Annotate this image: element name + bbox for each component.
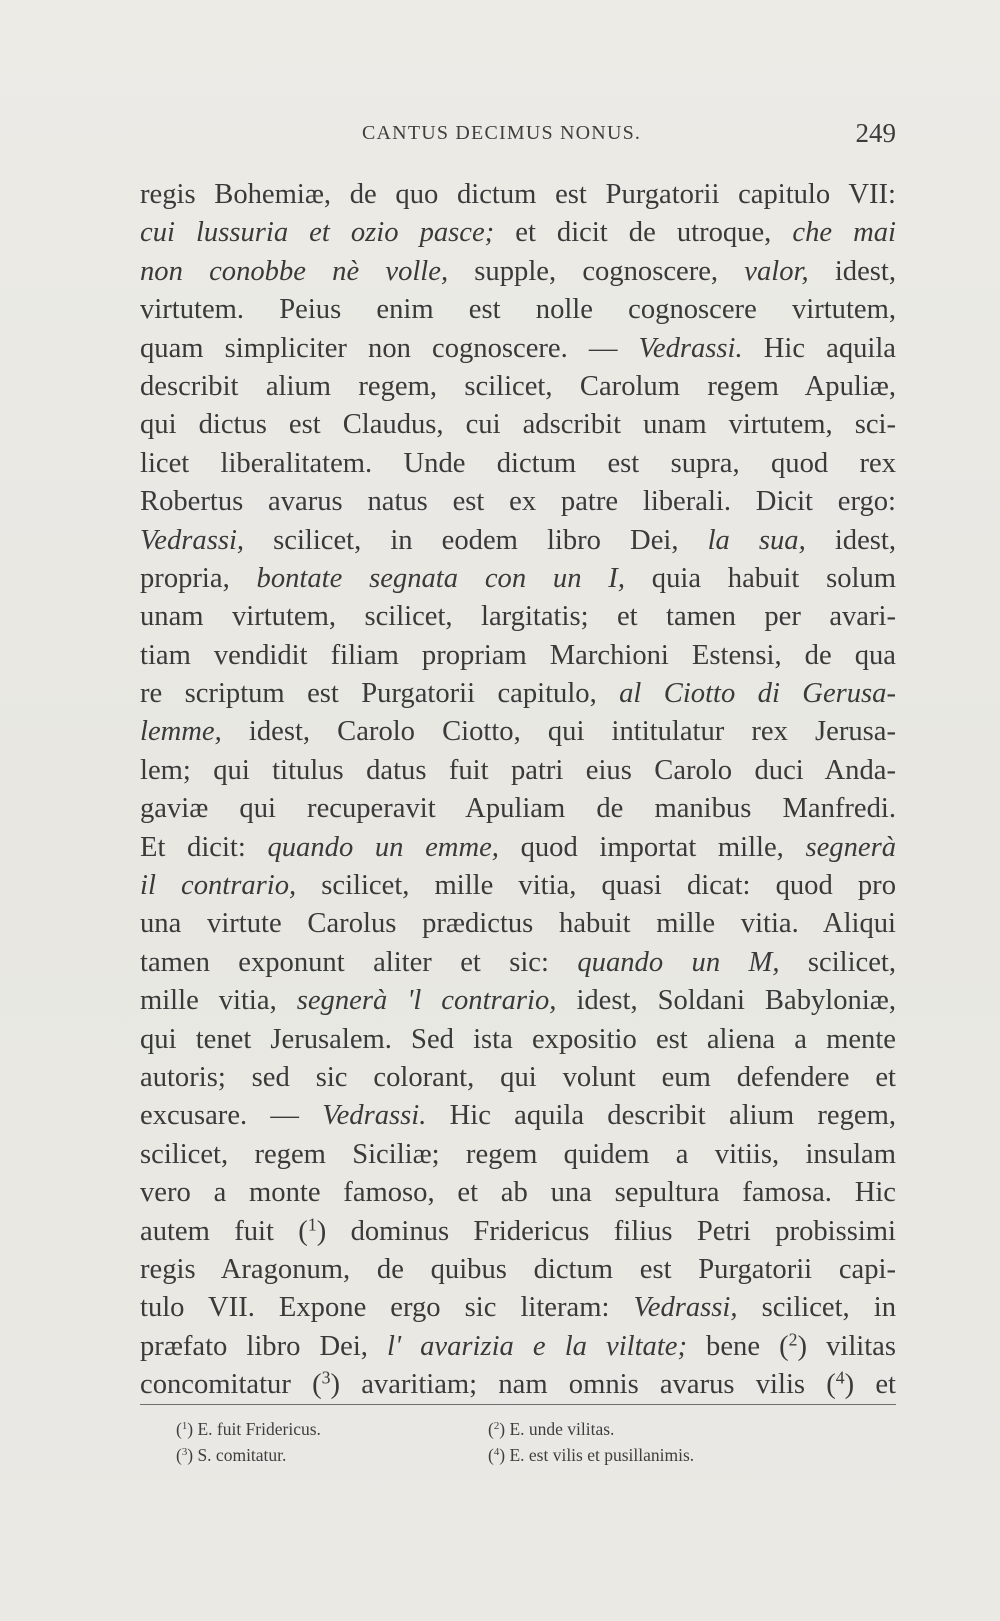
running-head: CANTUS DECIMUS NONUS.	[362, 122, 642, 144]
text-line: autoris; sed sic colorant, qui volunt eum defendere et	[140, 1061, 896, 1093]
text-line: lemme, idest, Carolo Ciotto, qui intitulatur rex Jerusa-	[140, 716, 896, 748]
text-line: una virtute Carolus prædictus habuit mille vitia. Aliqui	[140, 908, 896, 940]
text-line: Robertus avarus natus est ex patre liberali. Dicit ergo:	[140, 486, 896, 518]
footnote-1: ($^1$) E. fuit Fridericus.	[176, 1419, 321, 1439]
footnote-rule	[140, 1404, 896, 1405]
text-line: qui tenet Jerusalem. Sed ista expositio est aliena a mente	[140, 1023, 896, 1055]
text-line: præfato libro Dei, l' avarizia e la viltate; bene ($^2$) vilitas	[140, 1328, 896, 1362]
text-line: licet liberalitatem. Unde dictum est supra, quod rex	[140, 447, 896, 479]
footnote-2: ($^2$) E. unde vilitas.	[488, 1419, 615, 1439]
text-line: gaviæ qui recuperavit Apuliam de manibus Manfredi.	[140, 793, 896, 825]
text-line: Vedrassi, scilicet, in eodem libro Dei, la sua, idest,	[140, 524, 896, 556]
text-line: propria, bontate segnata con un I, quia habuit solum	[140, 562, 896, 594]
text-line: tiam vendidit filiam propriam Marchioni Estensi, de qua	[140, 639, 896, 671]
text-line: quam simpliciter non cognoscere. — Vedrassi. Hic aquila	[140, 332, 896, 364]
text-line: tamen exponunt aliter et sic: quando un M, scilicet,	[140, 946, 896, 978]
text-line: regis Bohemiæ, de quo dictum est Purgatorii capitulo VII:	[140, 179, 896, 210]
text-line: vero a monte famoso, et ab una sepultura famosa. Hic	[140, 1177, 896, 1209]
text-line: excusare. — Vedrassi. Hic aquila describit alium regem,	[140, 1100, 896, 1132]
text-line: qui dictus est Claudus, cui adscribit unam virtutem, sci-	[140, 409, 896, 441]
page-number: 249	[855, 118, 896, 148]
footnote-4: ($^4$) E. est vilis et pusillanimis.	[488, 1445, 695, 1465]
commentary-text	[140, 176, 896, 1405]
text-line: tulo VII. Expone ergo sic literam: Vedrassi, scilicet, in	[140, 1292, 896, 1324]
text-line: Et dicit: quando un emme, quod importat mille, segnerà	[140, 831, 896, 863]
text-line: describit alium regem, scilicet, Carolum regem Apuliæ,	[140, 370, 896, 402]
text-line: concomitatur ($^3$) avaritiam; nam omnis avarus vilis ($^4$) et	[140, 1367, 896, 1401]
page-header	[140, 118, 896, 156]
text-line: non conobbe nè volle, supple, cognoscere, valor, idest,	[140, 255, 896, 287]
text-line: scilicet, regem Siciliæ; regem quidem a vitiis, insulam	[140, 1138, 896, 1170]
text-line: il contrario, scilicet, mille vitia, quasi dicat: quod pro	[140, 870, 896, 902]
text-line: unam virtutem, scilicet, largitatis; et tamen per avari-	[140, 601, 896, 633]
text-line: regis Aragonum, de quibus dictum est Purgatorii capi-	[140, 1253, 896, 1285]
text-line: lem; qui titulus datus fuit patri eius Carolo duci Anda-	[140, 754, 896, 786]
text-line: autem fuit ($^1$) dominus Fridericus filius Petri probissimi	[140, 1213, 896, 1247]
text-line: virtutem. Peius enim est nolle cognoscere virtutem,	[140, 294, 896, 326]
text-line: re scriptum est Purgatorii capitulo, al Ciotto di Gerusa-	[140, 678, 896, 710]
text-line: mille vitia, segnerà 'l contrario, idest, Soldani Babyloniæ,	[140, 985, 896, 1017]
footnote-3: ($^3$) S. comitatur.	[176, 1445, 287, 1465]
text-line: cui lussuria et ozio pasce; et dicit de utroque, che mai	[140, 217, 896, 249]
